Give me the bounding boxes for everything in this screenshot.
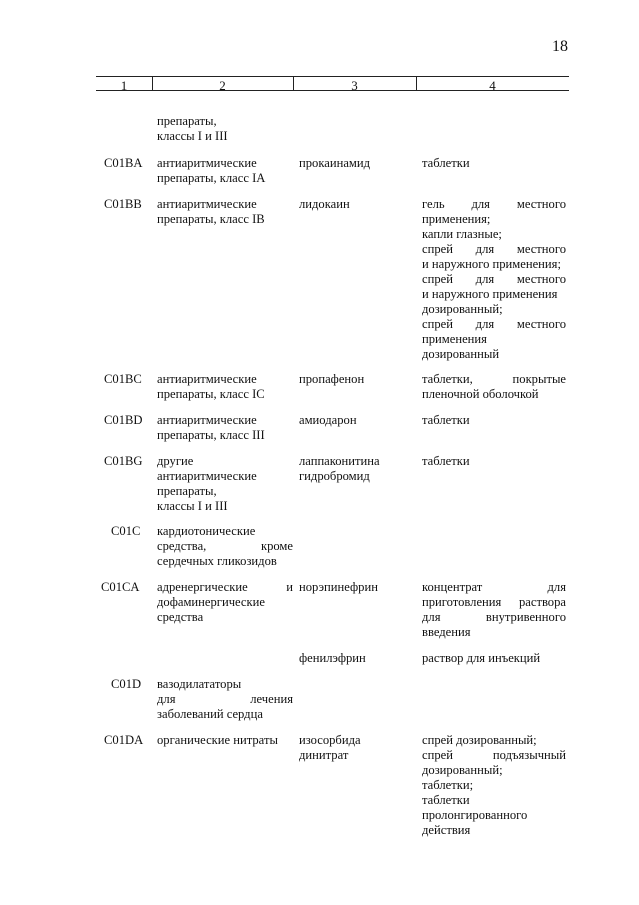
group-name: антиаритмические	[157, 469, 257, 483]
word: покрытые	[512, 372, 566, 386]
dosage-form	[422, 748, 566, 763]
dosage-form	[422, 610, 566, 625]
dosage-form: капли глазные;	[422, 227, 502, 241]
word: и	[286, 580, 293, 594]
group-name: дофаминергические	[157, 595, 265, 609]
group-name: препараты,	[157, 484, 217, 498]
word: местного	[516, 272, 566, 286]
group-name	[157, 580, 293, 595]
group-name: препараты, класс IC	[157, 387, 265, 401]
word: гель	[422, 197, 445, 211]
dosage-form	[422, 595, 566, 610]
group-name: антиаритмические	[157, 156, 257, 170]
header-col-1: 1	[120, 78, 128, 93]
dosage-form	[422, 272, 566, 287]
word: для	[157, 692, 176, 706]
atc-code: C01BA	[104, 156, 143, 170]
dosage-form: раствор для инъекций	[422, 651, 541, 665]
drug-name: лаппаконитина	[299, 454, 380, 468]
word: внутривенного	[485, 610, 566, 624]
dosage-form: и наружного применения	[422, 287, 558, 301]
word: лечения	[250, 692, 293, 706]
word: раствора	[518, 595, 566, 609]
group-name: препараты, класс IB	[157, 212, 265, 226]
drug-name: гидробромид	[299, 469, 370, 483]
dosage-form: дозированный;	[422, 302, 503, 316]
group-name: препараты, класс III	[157, 428, 265, 442]
word: для	[422, 610, 441, 624]
dosage-form: введения	[422, 625, 471, 639]
group-name	[157, 539, 293, 554]
header-col-2: 2	[219, 78, 226, 93]
header-col-4: 4	[489, 78, 496, 93]
drug-name: фенилэфрин	[299, 651, 366, 665]
drug-name: изосорбида	[299, 733, 361, 747]
word: средства,	[157, 539, 207, 553]
group-name: сердечных гликозидов	[157, 554, 277, 568]
word: местного	[516, 317, 566, 331]
group-name: кардиотонические	[157, 524, 256, 538]
dosage-form: применения	[422, 332, 487, 346]
dosage-form: дозированный	[422, 347, 500, 361]
word: концентрат	[422, 580, 483, 594]
word: для	[471, 197, 490, 211]
word: местного	[516, 197, 566, 211]
drug-name: динитрат	[299, 748, 349, 762]
word: для	[547, 580, 566, 594]
dosage-form: таблетки	[422, 454, 470, 468]
group-name	[157, 692, 293, 707]
atc-code: C01BC	[104, 372, 142, 386]
dosage-form: и наружного применения;	[422, 257, 561, 271]
word: для	[475, 242, 495, 256]
group-name: органические нитраты	[157, 733, 278, 747]
dosage-form: пленочной оболочкой	[422, 387, 539, 401]
word: кроме	[260, 539, 293, 553]
group-name: препараты, класс IA	[157, 171, 266, 185]
group-name: препараты,	[157, 114, 217, 128]
drug-name: прокаинамид	[299, 156, 371, 170]
dosage-form	[422, 580, 566, 595]
atc-code: C01CA	[101, 580, 140, 594]
drug-name: норэпинефрин	[299, 580, 378, 594]
header-top-rule	[96, 76, 569, 77]
header-col-3: 3	[351, 78, 358, 93]
atc-code: C01DA	[104, 733, 144, 747]
atc-code: C01D	[111, 677, 142, 691]
group-name: классы I и III	[157, 499, 228, 513]
group-name: средства	[157, 610, 204, 624]
word: спрей	[422, 272, 453, 286]
group-name: вазодилататоры	[157, 677, 242, 691]
dosage-form: спрей дозированный;	[422, 733, 537, 747]
word: приготовления	[422, 595, 502, 609]
word: адренергические	[157, 580, 248, 594]
word: подъязычный	[492, 748, 566, 762]
dosage-form	[422, 317, 566, 332]
atc-code: C01C	[111, 524, 141, 538]
group-name: антиаритмические	[157, 372, 257, 386]
word: спрей	[422, 748, 453, 762]
dosage-form: таблетки	[422, 156, 470, 170]
dosage-form	[422, 242, 566, 257]
dosage-form: действия	[422, 823, 471, 837]
dosage-form: пролонгированного	[422, 808, 528, 822]
atc-code: C01BG	[104, 454, 143, 468]
group-name: классы I и III	[157, 129, 228, 143]
group-name: антиаритмические	[157, 197, 257, 211]
dosage-form: дозированный;	[422, 763, 503, 777]
atc-code: C01BB	[104, 197, 142, 211]
drug-name: лидокаин	[299, 197, 350, 211]
word: местного	[516, 242, 566, 256]
dosage-form: таблетки	[422, 793, 470, 807]
dosage-form: таблетки;	[422, 778, 474, 792]
word: для	[475, 272, 495, 286]
drug-name: амиодарон	[299, 413, 357, 427]
word: таблетки,	[422, 372, 473, 386]
dosage-form	[422, 197, 566, 212]
dosage-form: применения;	[422, 212, 491, 226]
dosage-form: таблетки	[422, 413, 470, 427]
atc-code: C01BD	[104, 413, 143, 427]
dosage-form	[422, 372, 566, 387]
group-name: другие	[157, 454, 194, 468]
word: для	[475, 317, 495, 331]
page-number: 18	[552, 38, 568, 55]
drug-name: пропафенон	[299, 372, 365, 386]
group-name: заболеваний сердца	[157, 707, 263, 721]
word: спрей	[422, 242, 453, 256]
word: спрей	[422, 317, 453, 331]
group-name: антиаритмические	[157, 413, 257, 427]
